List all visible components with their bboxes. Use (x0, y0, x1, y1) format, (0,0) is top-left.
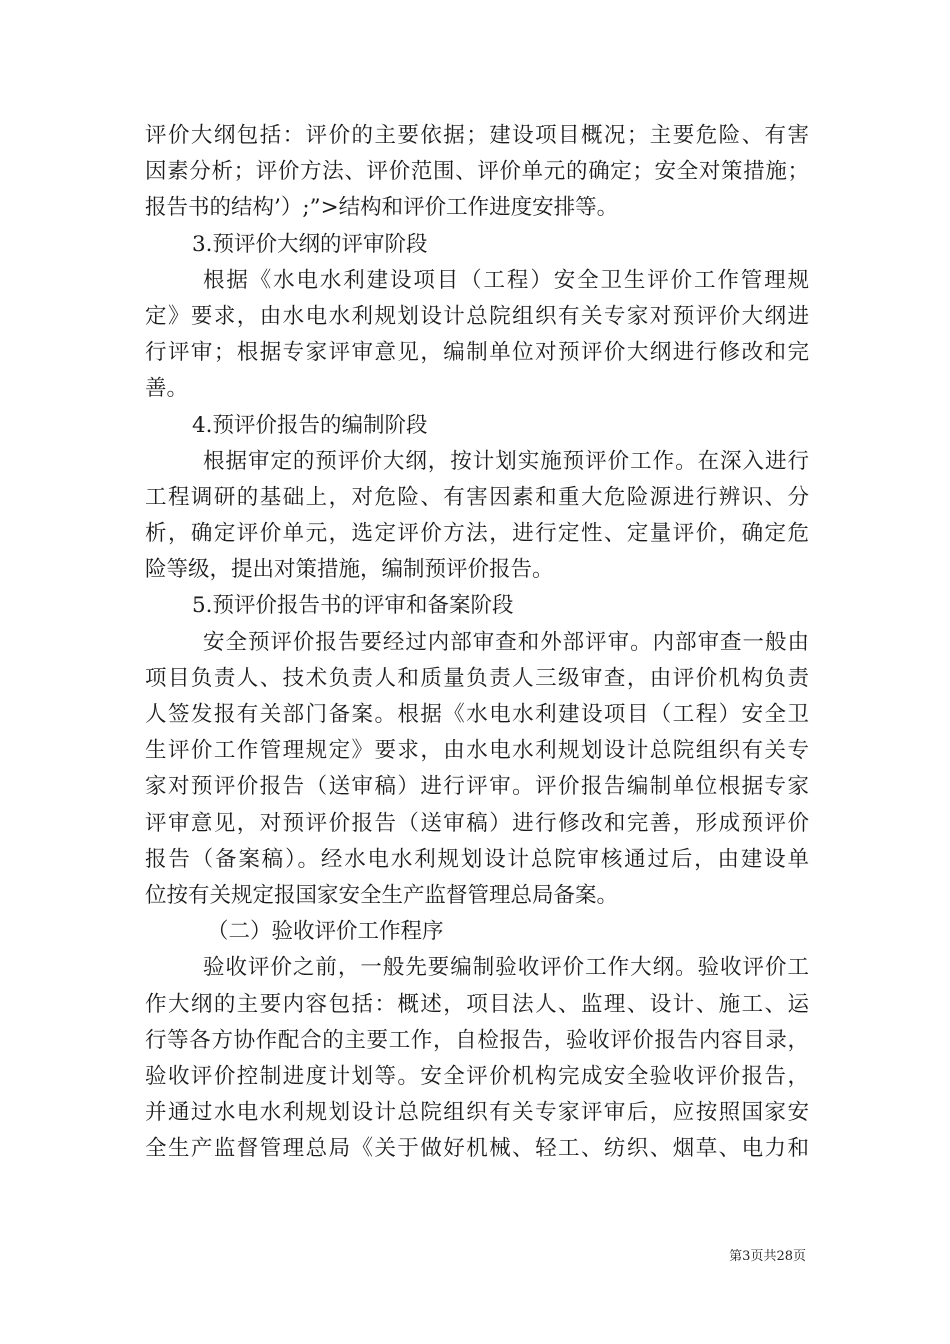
paragraph-first-line: 验收评价之前，一般先要编制验收评价工作大纲。验收评价工 (203, 955, 809, 981)
text-line: 并通过水电水利规划设计总院组织有关专家评审后，应按照国家安 (145, 1100, 809, 1126)
document-body (145, 118, 809, 1167)
text-line: 析，确定评价单元，选定评价方法，进行定性、定量评价，确定危 (145, 521, 809, 547)
text-line: 险等级，提出对策措施，编制预评价报告。 (145, 557, 554, 583)
text-line: 全生产监督管理总局《关于做好机械、轻工、纺织、烟草、电力和 (145, 1136, 809, 1162)
text-line: 因素分析；评价方法、评价范围、评价单元的确定；安全对策措施； (145, 159, 809, 185)
text-line: 作大纲的主要内容包括：概述，项目法人、监理、设计、施工、运 (145, 991, 809, 1017)
paragraph-first-line: 根据《水电水利建设项目（工程）安全卫生评价工作管理规 (203, 267, 809, 293)
section-heading: 4.预评价报告的编制阶段 (192, 412, 428, 438)
text-line: 家对预评价报告（送审稿）进行评审。评价报告编制单位根据专家 (145, 774, 809, 800)
paragraph-first-line: 根据审定的预评价大纲，按计划实施预评价工作。在深入进行 (203, 448, 809, 474)
text-line: 人签发报有关部门备案。根据《水电水利建设项目（工程）安全卫 (145, 702, 809, 727)
section-heading: （二）验收评价工作程序 (207, 919, 444, 945)
text-line: 评审意见，对预评价报告（送审稿）进行修改和完善，形成预评价 (145, 810, 809, 836)
text-line: 报告书的结构’）;”>结构和评价工作进度安排等。 (145, 195, 619, 221)
text-line: 评价大纲包括：评价的主要依据；建设项目概况；主要危险、有害 (145, 123, 809, 148)
section-heading: 5.预评价报告书的评审和备案阶段 (192, 593, 514, 619)
text-line: 验收评价控制进度计划等。安全评价机构完成安全验收评价报告， (145, 1063, 809, 1089)
text-line: 定》要求，由水电水利规划设计总院组织有关专家对预评价大纲进 (145, 303, 809, 329)
text-line: 位按有关规定报国家安全生产监督管理总局备案。 (145, 882, 619, 908)
text-line: 行评审；根据专家评审意见，编制单位对预评价大纲进行修改和完 (145, 340, 809, 366)
text-line: 行等各方协作配合的主要工作，自检报告，验收评价报告内容目录， (145, 1027, 809, 1053)
text-line: 生评价工作管理规定》要求，由水电水利规划设计总院组织有关专 (145, 738, 809, 764)
page-number: 第3页共28页 (729, 1249, 806, 1264)
text-line: 善。 (145, 376, 189, 402)
section-heading: 3.预评价大纲的评审阶段 (192, 231, 428, 257)
paragraph-first-line: 安全预评价报告要经过内部审查和外部评审。内部审查一般由 (203, 629, 809, 655)
text-line: 工程调研的基础上，对危险、有害因素和重大危险源进行辨识、分 (145, 484, 809, 510)
text-line: 报告（备案稿）。经水电水利规划设计总院审核通过后，由建设单 (145, 846, 809, 872)
text-line: 项目负责人、技术负责人和质量负责人三级审查，由评价机构负责 (145, 665, 809, 691)
